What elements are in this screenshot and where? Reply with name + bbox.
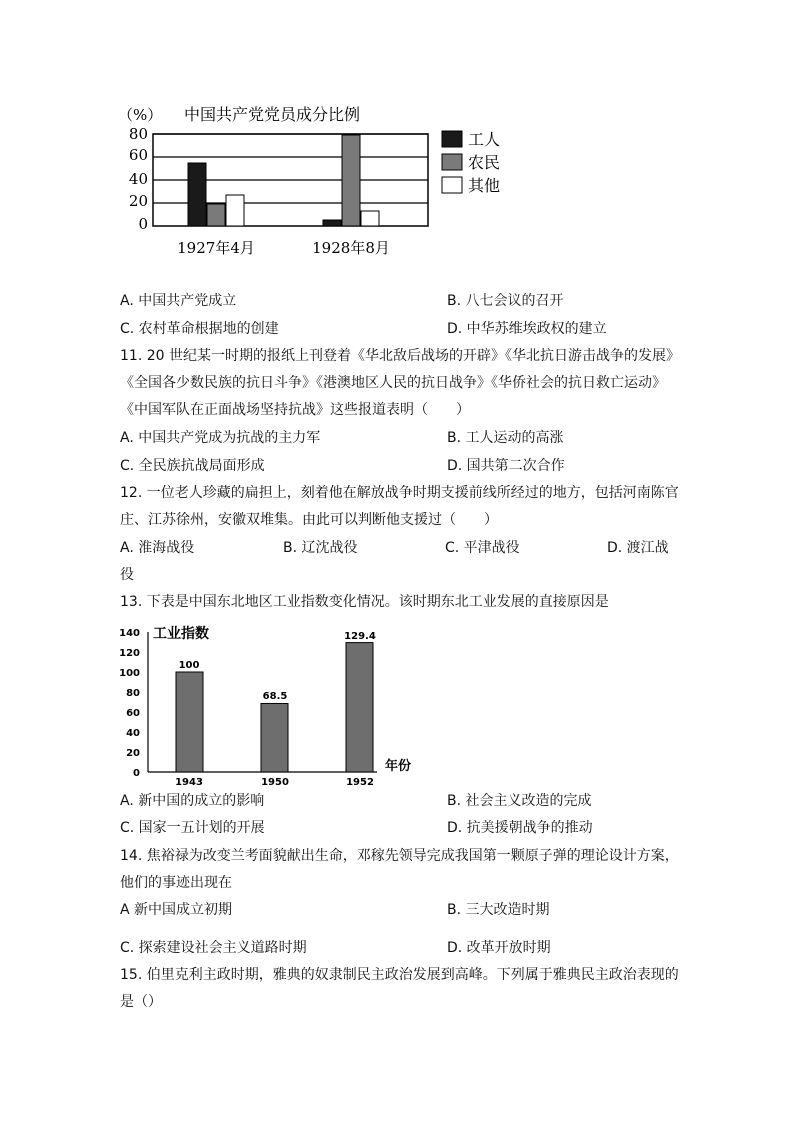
q13-option-d[interactable]: D. 抗美援朝战争的推动 xyxy=(447,820,593,836)
q14-option-a[interactable]: A 新中国成立初期 xyxy=(120,902,233,918)
q10-option-b[interactable]: B. 八七会议的召开 xyxy=(447,293,564,309)
q12-option-d-wrap: 役 xyxy=(120,567,134,583)
chart1-unit-label: （%） xyxy=(118,106,163,124)
q13-stem: 13. 下表是中国东北地区工业指数变化情况。该时期东北工业发展的直接原因是 xyxy=(120,594,609,610)
chart1-xtick: 1928年8月 xyxy=(312,239,390,257)
q13-option-b[interactable]: B. 社会主义改造的完成 xyxy=(447,793,592,809)
chart2-data-label: 100 xyxy=(178,660,200,671)
chart2-xtick: 1943 xyxy=(175,777,203,788)
party-composition-chart xyxy=(110,98,530,263)
chart2-ytick: 80 xyxy=(126,688,140,699)
chart1-ytick: 0 xyxy=(138,215,148,233)
legend-swatch-workers xyxy=(442,131,462,147)
q12-option-a[interactable]: A. 淮海战役 xyxy=(120,540,195,556)
chart2-ytick: 60 xyxy=(126,708,140,719)
q11-option-d[interactable]: D. 国共第二次合作 xyxy=(447,458,565,474)
q11-option-c[interactable]: C. 全民族抗战局面形成 xyxy=(120,458,265,474)
q11-stem-line: 《中国军队在正面战场坚持抗战》这些报道表明（ ） xyxy=(120,402,470,418)
chart1-bar xyxy=(342,135,360,226)
chart2-bar xyxy=(346,643,373,772)
q14-stem-line: 他们的事迹出现在 xyxy=(120,875,232,891)
q11-option-a[interactable]: A. 中国共产党成为抗战的主力军 xyxy=(120,430,321,446)
q14-option-c[interactable]: C. 探索建设社会主义道路时期 xyxy=(120,940,307,956)
chart2-xtick: 1952 xyxy=(346,777,374,788)
q13-option-a[interactable]: A. 新中国的成立的影响 xyxy=(120,793,265,809)
chart2-data-label: 129.4 xyxy=(344,631,376,642)
chart1-ytick: 80 xyxy=(128,125,148,143)
q14-option-d[interactable]: D. 改革开放时期 xyxy=(447,940,551,956)
q15-stem-line: 15. 伯里克利主政时期，雅典的奴隶制民主政治发展到高峰。下列属于雅典民主政治表现的 xyxy=(120,967,679,983)
q14-stem-line: 14. 焦裕禄为改变兰考面貌献出生命，邓稼先领导完成我国第一颗原子弹的理论设计方案， xyxy=(120,848,679,864)
q12-option-c[interactable]: C. 平津战役 xyxy=(445,540,520,556)
chart2-ytick: 120 xyxy=(119,648,140,659)
chart2-title: 工业指数 xyxy=(153,626,209,642)
chart1-ytick: 60 xyxy=(128,146,148,164)
chart2-ytick: 40 xyxy=(126,728,140,739)
q10-option-c[interactable]: C. 农村革命根据地的创建 xyxy=(120,321,279,337)
legend-label: 工人 xyxy=(468,130,501,149)
chart1-bar xyxy=(323,220,341,226)
chart1-ytick: 20 xyxy=(128,192,148,210)
chart2-xtick: 1950 xyxy=(261,777,289,788)
q14-option-b[interactable]: B. 三大改造时期 xyxy=(447,902,550,918)
legend-label: 其他 xyxy=(468,176,501,195)
chart1-xtick: 1927年4月 xyxy=(177,239,255,257)
q11-option-b[interactable]: B. 工人运动的高涨 xyxy=(447,430,564,446)
q12-option-d[interactable]: D. 渡江战 xyxy=(607,540,669,556)
chart2-ytick: 140 xyxy=(119,628,140,639)
chart2-xlabel: 年份 xyxy=(385,759,412,774)
legend-swatch-farmers xyxy=(442,154,462,170)
q10-option-a[interactable]: A. 中国共产党成立 xyxy=(120,293,237,309)
legend-label: 农民 xyxy=(468,153,501,172)
q15-stem-line: 是（） xyxy=(120,994,162,1010)
q12-option-b[interactable]: B. 辽沈战役 xyxy=(283,540,358,556)
chart1-ytick: 40 xyxy=(128,170,148,188)
q10-option-d[interactable]: D. 中华苏维埃政权的建立 xyxy=(447,321,607,337)
q11-stem-line: 《全国各少数民族的抗日斗争》《港澳地区人民的抗日战争》《华侨社会的抗日救亡运动》 xyxy=(120,375,666,391)
q13-option-c[interactable]: C. 国家一五计划的开展 xyxy=(120,820,265,836)
chart2-bar xyxy=(176,672,203,772)
industry-index-chart xyxy=(115,622,425,788)
chart1-title: 中国共产党党员成分比例 xyxy=(184,105,361,124)
chart1-bar xyxy=(226,195,244,226)
q12-stem-line: 庄、江苏徐州，安徽双堆集。由此可以判断他支援过（ ） xyxy=(120,512,498,528)
chart2-ytick: 0 xyxy=(133,768,140,779)
chart2-ytick: 20 xyxy=(126,748,140,759)
q11-stem-line: 11. 20 世纪某一时期的报纸上刊登着《华北敌后战场的开辟》《华北抗日游击战争的发展》 xyxy=(120,348,680,364)
chart2-data-label: 68.5 xyxy=(262,691,288,702)
chart2-bar xyxy=(261,704,288,773)
q12-stem-line: 12. 一位老人珍藏的扁担上，刻着他在解放战争时期支援前线所经过的地方，包括河南陈官 xyxy=(120,485,679,501)
legend-swatch-others xyxy=(442,177,462,193)
chart1-bar xyxy=(207,204,225,226)
chart1-bar xyxy=(188,163,206,226)
chart2-ytick: 100 xyxy=(119,668,140,679)
chart1-bar xyxy=(361,211,379,226)
